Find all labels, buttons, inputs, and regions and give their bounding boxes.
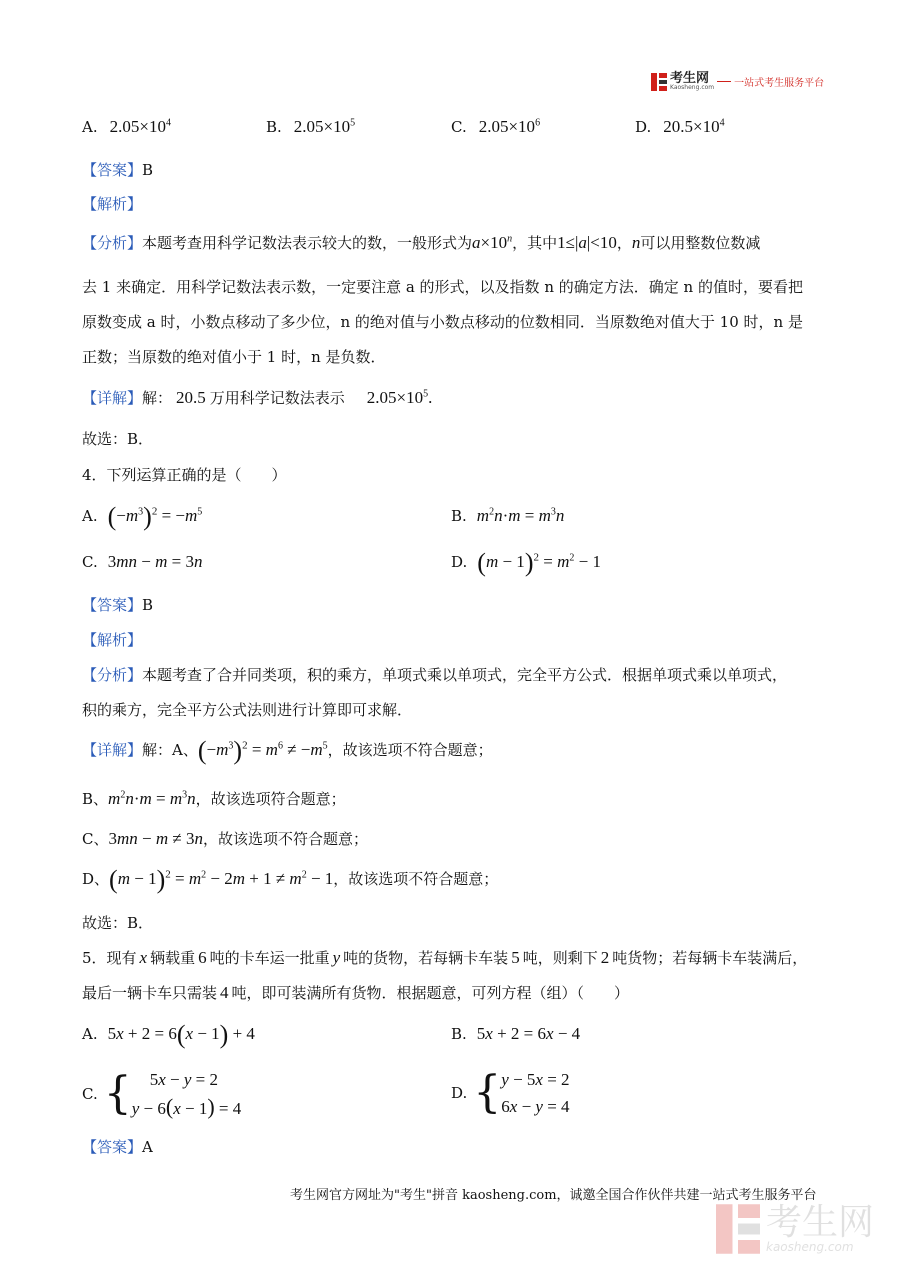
q5-stem-line1 [82,947,807,968]
q4-option-d: D. $(m - 1)^2 = m^2 - 1$ [451,548,601,577]
q4-stem: 4．下列运算正确的是（ ） [82,466,287,484]
fenxi-text: 本题考查用科学记数法表示较大的数，一般形式为 [142,234,473,252]
q3-jiexi-label: 【解析】 [82,195,143,213]
option-key: C. [451,118,467,136]
fenxi-text: ， [616,234,632,252]
option-key: D. [635,118,652,136]
option-exp: 4 [165,117,171,129]
note-text: ，故该选项符合题意； [195,790,346,808]
xiangjie-label: 【详解】 [82,741,143,759]
var-x: x [139,948,148,967]
q3-option-c: C. $2.05\times 10^6$ [451,117,541,136]
q4-option-b: B. $m^2n\cdot m = m^3n$ [451,506,565,525]
result-coef: 2.05 [366,388,397,407]
logo-divider [717,81,731,82]
answer-label: 【答案】 [82,596,143,614]
item-prefix: D、 [82,870,110,888]
option-coef: 2.05 [478,117,509,136]
option-exp: 6 [535,117,541,129]
option-exp: 5 [350,117,356,129]
num-4: 4 [220,983,229,1002]
fenxi-text: 本题考查了合并同类项，积的乘方，单项式乘以单项式，完全平方公式．根据单项式乘以单项式， [142,666,788,684]
q3-fenxi-line4: 正数；当原数的绝对值小于 1 时，n 是负数． [82,348,386,366]
fenxi-label: 【分析】 [82,234,143,252]
option-key: B. [266,118,282,136]
note-text: ，故该选项不符合题意； [333,870,499,888]
option-coef: 2.05 [109,117,140,136]
fenxi-label: 【分析】 [82,666,143,684]
watermark-logo-icon [716,1204,760,1254]
kaosheng-logo-icon [651,73,667,91]
stem-text: 吨，则剩下 [522,949,598,967]
stem-text: 吨货物；若每辆卡车装满后， [612,949,808,967]
stem-text: 最后一辆卡车只需装 [82,984,218,1002]
q5-option-b: B. 5x + 2 = 6x − 4 [451,1024,581,1043]
footer-text: 考生网官方网址为"考生"拼音 kaosheng.com，诚邀全国合作伙伴共建一站式考生服务平台 [290,1188,817,1203]
q3-fenxi-line3: 原数变成 a 时，小数点移动了多少位，n 的绝对值与小数点移动的位数相同．当原数绝对值大于 10 时，n 是 [82,313,803,331]
item-prefix: C、 [82,830,109,848]
q4-option-c: C. 3mn − m = 3n [82,552,203,571]
xiangjie-text: 解：A、 [142,741,198,759]
logo-en: Kaosheng.com [670,84,715,91]
xiangjie-label: 【详解】 [82,389,143,407]
xiangjie-num: 20.5 [176,388,206,407]
result-exp: 5 [423,388,429,400]
stem-text: 吨的卡车运一批重 [209,949,330,967]
num-2: 2 [600,948,610,967]
q4-xiangjie-a: 【详解】 解：A、 $(-m^3)^2 = m^6 \ne -m^5$ ，故该选项不符合题意； [82,736,493,765]
q4-option-a: A. $(-m^3)^2 = -m^5$ [82,502,203,531]
q3-answer [82,159,153,180]
option-coef: 20.5 [663,117,694,136]
q3-xiangjie: 【详解】 解： 20.5 万用科学记数法表示 $2.05\times 10^5$. [82,388,433,407]
q3-option-b: B. $2.05\times 10^5$ [266,117,356,136]
note-text: ，故该选项不符合题意； [202,830,368,848]
fenxi-text: ，其中 [512,234,558,252]
q4-guxuan: 故选：B． [82,914,154,932]
var-y: y [332,948,341,967]
q3-fenxi-line1: 【分析】 本题考查用科学记数法表示较大的数，一般形式为 $a\times 10^n$ ，其中 1≤|a|<10 ， n 可以用整数位数减 [82,233,761,252]
q3-guxuan: 故选：B． [82,430,154,448]
option-key: A. [82,118,98,136]
q5-answer [82,1136,153,1157]
answer-label: 【答案】 [82,1138,143,1156]
watermark-cn: 考生网 [766,1202,875,1243]
xiangjie-text: 解： [142,389,173,407]
q4-xiangjie-c: C、 3mn − m ≠ 3n ，故该选项不符合题意； [82,829,368,848]
option-exp: 4 [719,117,725,129]
stem-text: 吨，即可装满所有货物．根据题意，可列方程（组）（ ） [231,984,630,1002]
header-logo [651,72,824,91]
note-text: ，故该选项不符合题意； [327,741,493,759]
q5-option-c: C. { 5x − y = 2 y − 6(x − 1) = 4 [82,1068,242,1119]
q4-answer [82,594,153,615]
fenxi-text: 可以用整数位数减 [640,234,761,252]
q5-option-d: D. { y − 5x = 2 6x − y = 4 [451,1067,570,1118]
q5-stem-line2 [82,982,629,1003]
option-coef: 2.05 [293,117,324,136]
watermark [716,1204,874,1254]
answer-value: B [142,161,154,179]
q4-fenxi-line2: 积的乘方，完全平方公式法则进行计算即可求解． [82,701,413,719]
num-5: 5 [511,948,520,967]
stem-text: 吨的货物，若每辆卡车装 [343,949,509,967]
q3-option-a: A. $2.05\times 10^4$ [82,117,171,136]
q3-option-d: D. $20.5\times 10^4$ [635,117,725,136]
q4-xiangjie-b: B、 $m^2n\cdot m = m^3n$ ，故该选项符合题意； [82,789,346,808]
q5-option-a: A. 5x + 2 = 6(x − 1) + 4 [82,1020,255,1049]
q4-xiangjie-d: D、 $(m - 1)^2 = m^2 - 2m + 1 \ne m^2 - 1$ ，故该选项不符合题意； [82,865,499,894]
stem-text: 辆载重 [150,949,196,967]
answer-value: A [142,1138,153,1156]
answer-label: 【答案】 [82,161,143,179]
num-6: 6 [198,948,207,967]
xiangjie-text: 万用科学记数法表示 [209,389,345,407]
q4-fenxi-line1 [82,664,787,685]
q3-fenxi-line2: 去 1 来确定．用科学记数法表示数，一定要注意 a 的形式，以及指数 n 的确定方法．确定 n 的值时，要看把 [82,278,803,296]
watermark-en: kaosheng.com [766,1240,854,1254]
stem-text: 5．现有 [82,949,137,967]
logo-cn: 考生网 [670,71,710,86]
q4-jiexi-label: 【解析】 [82,631,143,649]
logo-slogan: 一站式考生服务平台 [734,78,825,89]
item-prefix: B、 [82,790,109,808]
answer-value: B [142,596,154,614]
